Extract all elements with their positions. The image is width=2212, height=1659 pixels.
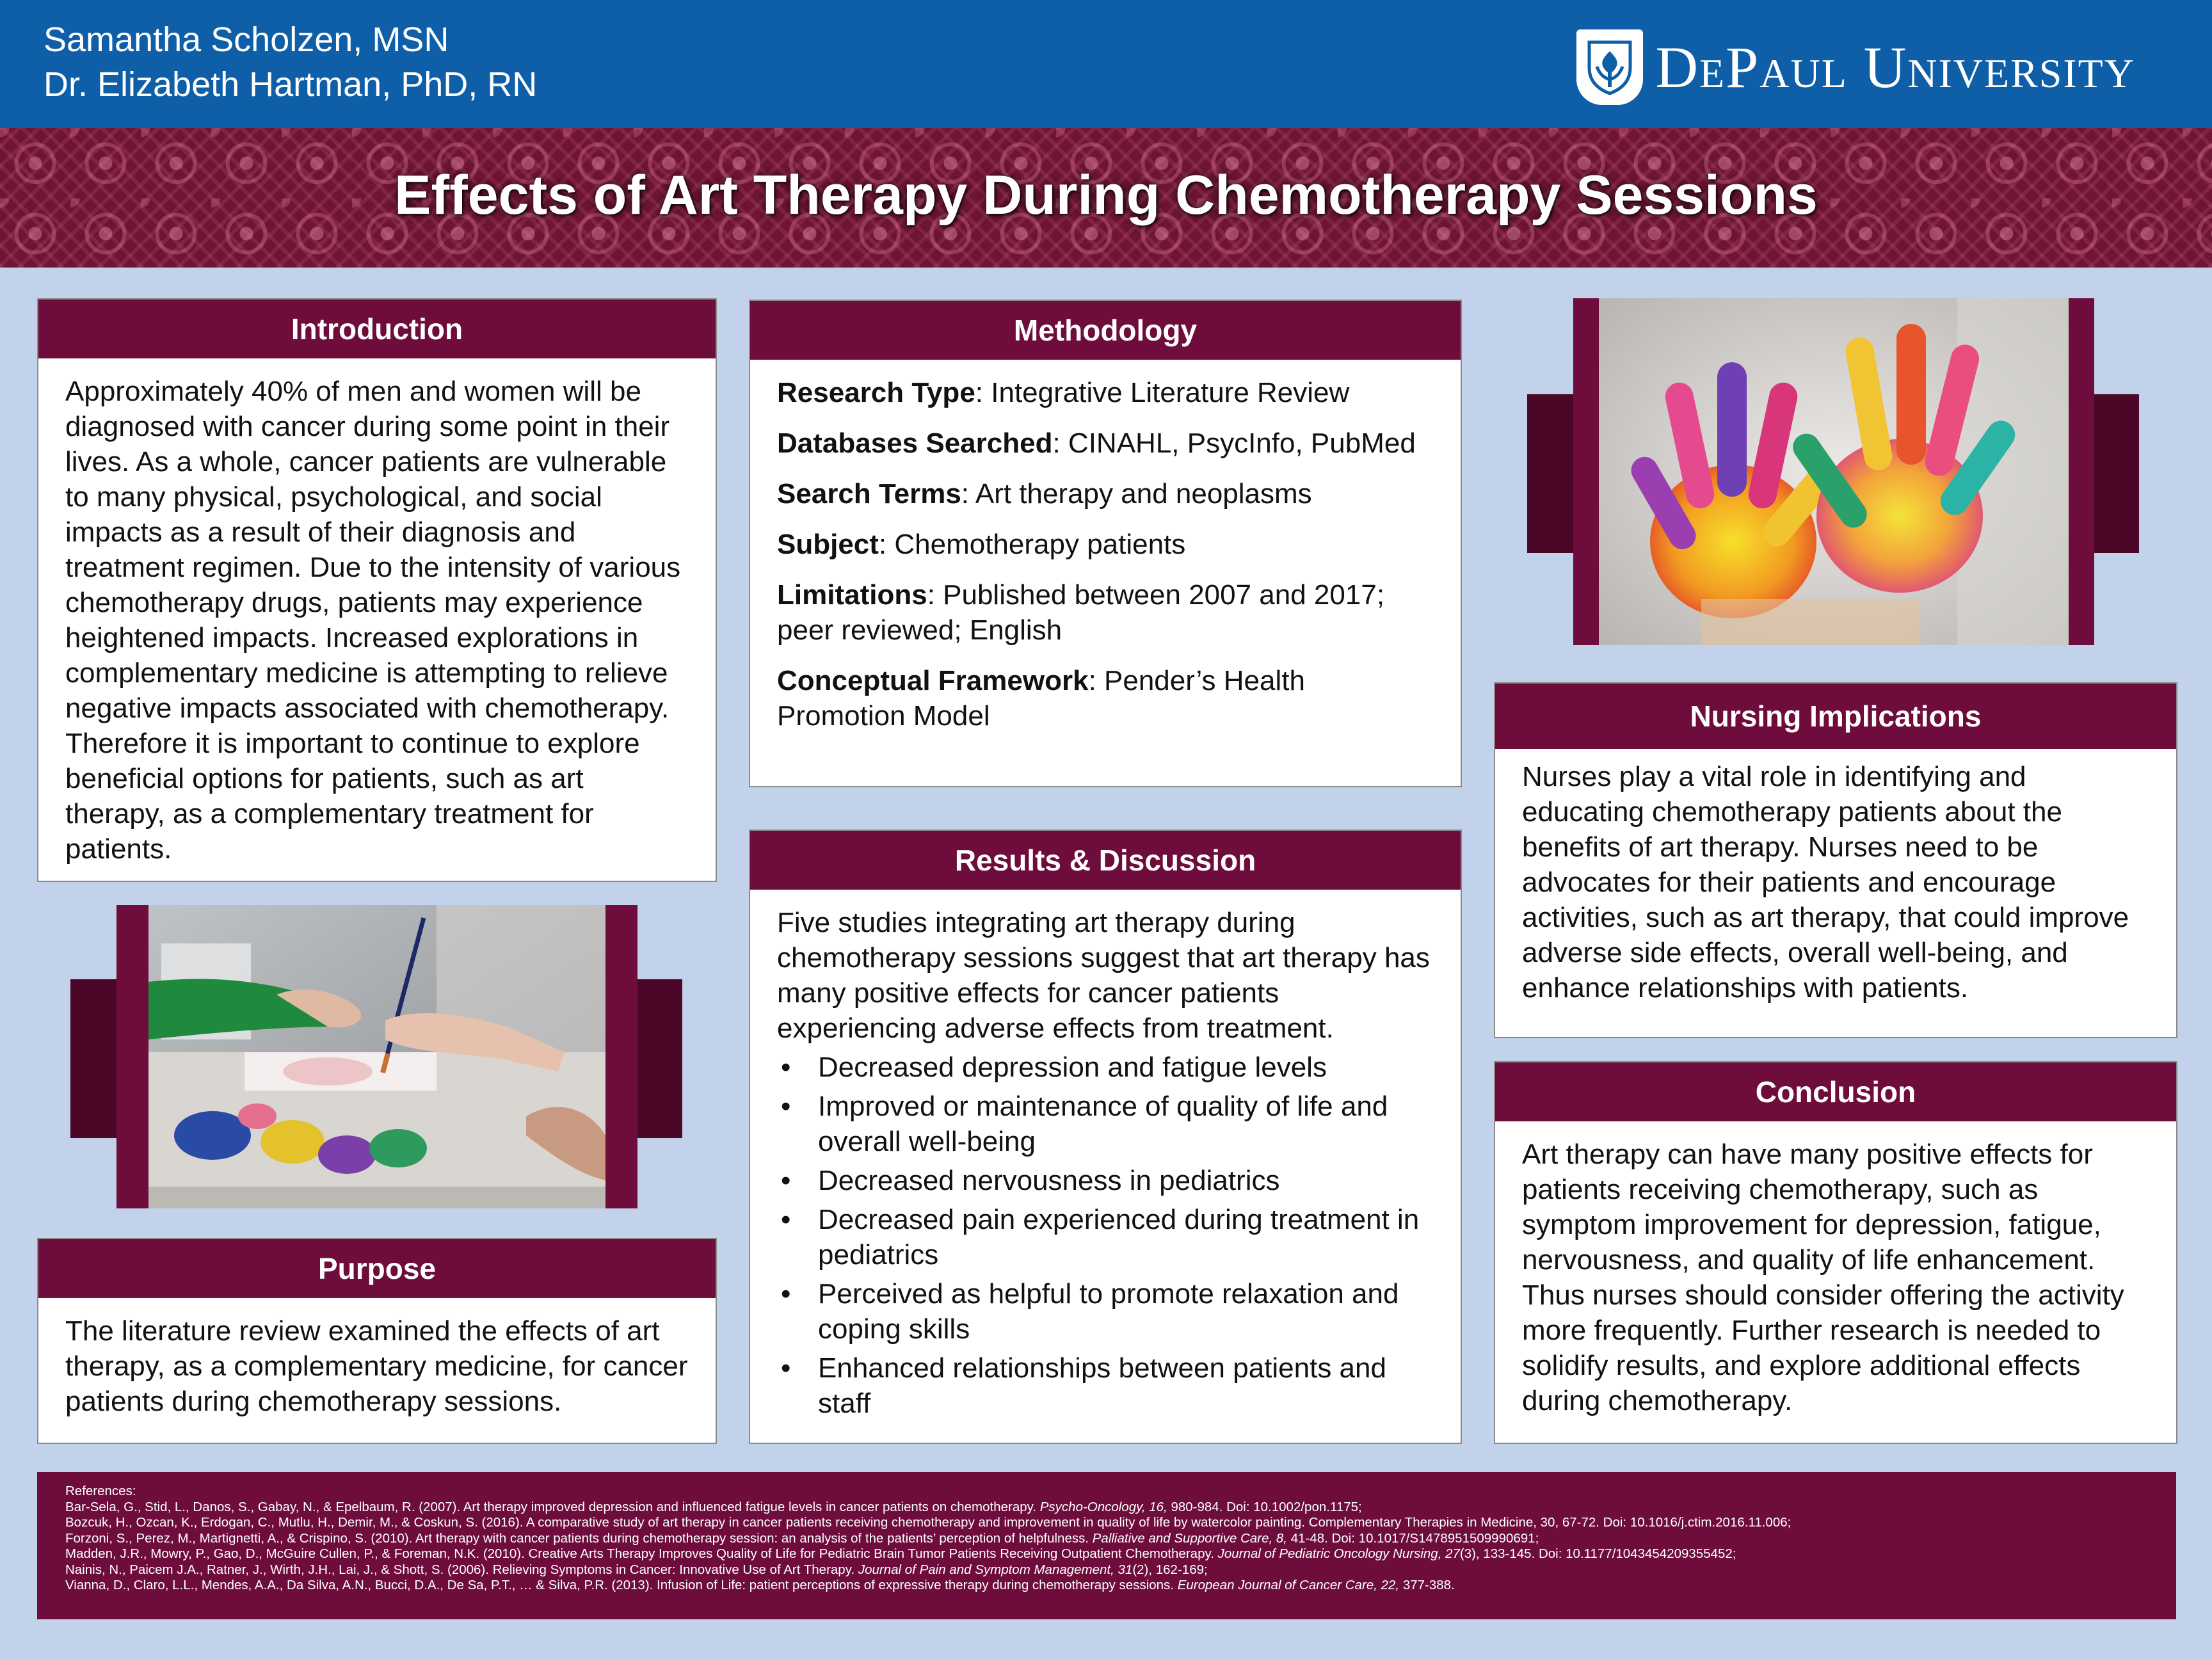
author-2: Dr. Elizabeth Hartman, PhD, RN xyxy=(44,65,538,104)
list-item: • Enhanced relationships between patients and staff xyxy=(777,1350,1434,1421)
method-subject: Subject: Chemotherapy patients xyxy=(777,529,1186,560)
methodology-heading: Methodology xyxy=(750,301,1461,360)
results-panel xyxy=(749,830,1462,1444)
reference-item: Forzoni, S., Perez, M., Martignetti, A., & Crispino, S. (2010). Art therapy with cancer patients during chemotherapy session: an analysis of the patients’ perception of helpfulness. Palliative and Supportive Care, 8, 41-48. Doi: 10.1017/S1478951509990691; xyxy=(65,1530,1539,1546)
reference-item: Bar-Sela, G., Stid, L., Danos, S., Gabay, N., & Epelbaum, R. (2007). Art therapy improved depression and influenced fatigue levels in cancer patients on chemotherapy. Psycho-Oncology, 16, 980-984. Doi: 10.1002/pon.1175; xyxy=(65,1499,1362,1514)
results-heading: Results & Discussion xyxy=(750,831,1461,890)
list-item: • Decreased depression and fatigue levels xyxy=(777,1050,1434,1085)
reference-item: Nainis, N., Paicem J.A., Ratner, J., Wirth, J.H., Lai, J., & Shott, S. (2006). Relieving Symptoms in Cancer: Innovative Use of Art Therapy. Journal of Pain and Symptom Management, 31(2), 162-169; xyxy=(65,1562,1208,1577)
photo-tab-left xyxy=(1527,394,1578,553)
method-framework: Conceptual Framework: Pender’s Health Promotion Model xyxy=(777,665,1305,732)
purpose-panel xyxy=(37,1238,717,1444)
introduction-panel xyxy=(37,298,717,882)
university-logo xyxy=(1576,29,2135,105)
list-item: • Perceived as helpful to promote relaxation and coping skills xyxy=(777,1276,1434,1347)
method-research-type: Research Type: Integrative Literature Review xyxy=(777,377,1350,408)
introduction-heading: Introduction xyxy=(38,300,716,358)
introduction-text: Approximately 40% of men and women will be diagnosed with cancer during some point in their lives. As a whole, cancer patients are vulnerable to many physical, psychological, and social impacts as a result of their diagnosis and treatment regimen. Due to the intensity of various chemotherapy drugs, patients may experience heightened impacts. Increased explorations in complementary medicine is attempting to relieve negative impacts associated with chemotherapy. Therefore it is important to continue to explore beneficial options for patients, such as art therapy, as a complementary treatment for patients. xyxy=(65,376,681,865)
results-list xyxy=(777,1050,1434,1421)
purpose-heading: Purpose xyxy=(38,1239,716,1298)
references-heading: References: xyxy=(65,1484,136,1498)
nursing-heading: Nursing Implications xyxy=(1495,684,2176,749)
purpose-text: The literature review examined the effects of art therapy, as a complementary medicine, for cancer patients during chemotherapy sessions. xyxy=(65,1315,688,1417)
references-section xyxy=(37,1472,2176,1619)
results-intro: Five studies integrating art therapy during chemotherapy sessions suggest that art therapy has many positive effects for cancer patients experiencing adverse effects from treatment. xyxy=(777,907,1430,1044)
nursing-text: Nurses play a vital role in identifying and educating chemotherapy patients about the benefits of art therapy. Nurses need to be advocates for their patients and encourage activities, such as art therapy, that could improve adverse side effects, overall well-being, and enhance relationships with patients. xyxy=(1522,761,2129,1004)
painting-photo xyxy=(116,905,637,1208)
photo-tab-left xyxy=(70,979,122,1138)
header-bar xyxy=(0,0,2212,128)
method-search-terms: Search Terms: Art therapy and neoplasms xyxy=(777,478,1312,509)
painted-hands-photo xyxy=(1573,298,2094,645)
conclusion-panel xyxy=(1494,1061,2177,1444)
photo-tab-right xyxy=(631,979,682,1138)
conclusion-heading: Conclusion xyxy=(1495,1062,2176,1121)
poster-title: Effects of Art Therapy During Chemotherapy Sessions xyxy=(394,164,1818,226)
method-databases: Databases Searched: CINAHL, PsycInfo, PubMed xyxy=(777,428,1416,459)
shield-icon xyxy=(1576,29,1643,105)
photo-tab-right xyxy=(2088,394,2139,553)
author-1: Samantha Scholzen, MSN xyxy=(44,20,449,59)
nursing-panel xyxy=(1494,682,2177,1038)
list-item: • Decreased pain experienced during treatment in pediatrics xyxy=(777,1202,1434,1272)
list-item: • Improved or maintenance of quality of life and overall well-being xyxy=(777,1089,1434,1159)
conclusion-text: Art therapy can have many positive effects for patients receiving chemotherapy, such as symptom improvement for depression, fatigue, nervousness, and quality of life enhancement. Thus nurses should consider offering the activity more frequently. Further research is needed to solidify results, and explore additional effects during chemotherapy. xyxy=(1522,1139,2124,1416)
reference-item: Vianna, D., Claro, L.L., Mendes, A.A., Da Silva, A.N., Bucci, D.A., De Sa, P.T., … & Silva, P.R. (2013). Infusion of Life: patient perceptions of expressive therapy during chemotherapy sessions. European Journal of Cancer Care, 22, 377-388. xyxy=(65,1578,1455,1592)
method-limitations: Limitations: Published between 2007 and 2017; peer reviewed; English xyxy=(777,579,1385,646)
logo-wordmark: DePaul University xyxy=(1655,35,2135,100)
reference-item: Madden, J.R., Mowry, P., Gao, D., McGuire Cullen, P., & Foreman, N.K. (2010). Creative Arts Therapy Improves Quality of Life for Pediatric Brain Tumor Patients Receiving Outpatient Chemotherapy. Journal of Pediatric Oncology Nursing, 27(3), 133-145. Doi: 10.1177/1043454209355452; xyxy=(65,1546,1736,1561)
reference-item: Bozcuk, H., Ozcan, K., Erdogan, C., Mutlu, H., Demir, M., & Coskun, S. (2016). A comparative study of art therapy in cancer patients receiving chemotherapy and improvement in quality of life by watercolor painting. Complementary Therapies in Medicine, 30, 67-72. Doi: 10.1016/j.ctim.2016.11.006; xyxy=(65,1515,1791,1530)
methodology-panel xyxy=(749,300,1462,787)
list-item: • Decreased nervousness in pediatrics xyxy=(777,1163,1434,1198)
